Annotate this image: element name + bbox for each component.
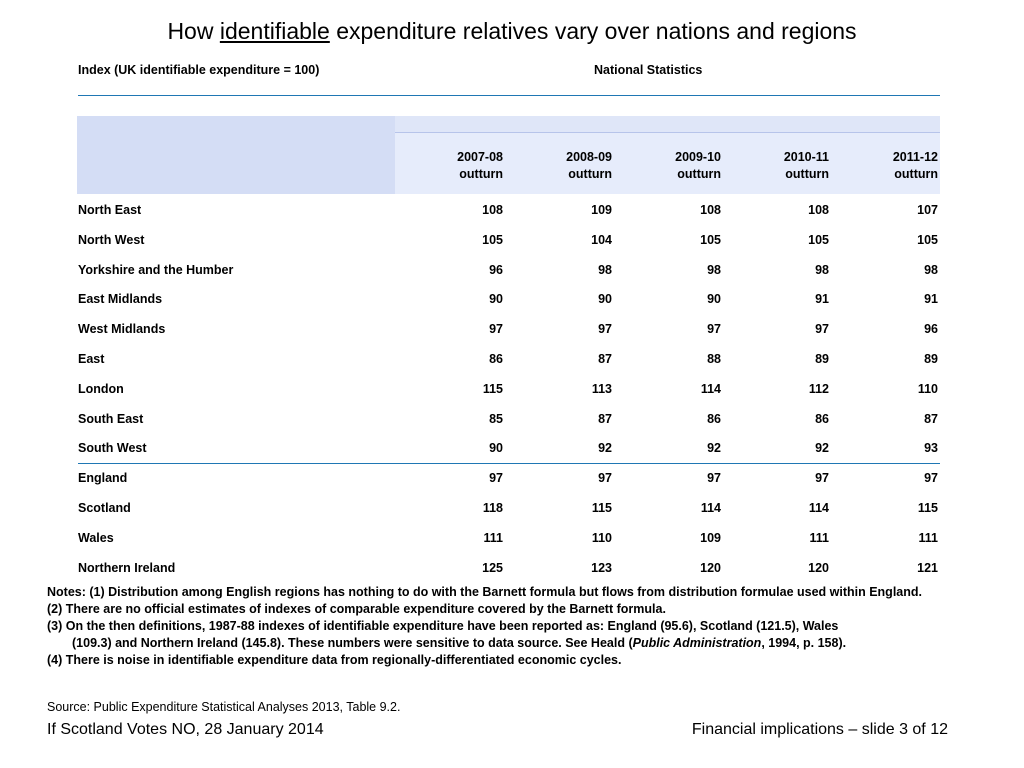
row-label: Wales bbox=[78, 531, 114, 545]
footer-event: If Scotland Votes NO, 28 January 2014 bbox=[47, 721, 324, 738]
national-statistics-label: National Statistics bbox=[594, 63, 703, 77]
row-label: East bbox=[78, 352, 105, 366]
source-citation: Source: Public Expenditure Statistical Analyses 2013, Table 9.2. bbox=[47, 700, 401, 714]
column-header-kind: outturn bbox=[785, 167, 829, 181]
table-cell: 121 bbox=[917, 561, 938, 575]
row-label: Yorkshire and the Humber bbox=[78, 263, 234, 277]
table-cell: 97 bbox=[598, 471, 612, 485]
table-cell: 91 bbox=[815, 292, 829, 306]
table-cell: 111 bbox=[918, 531, 938, 545]
table-cell: 89 bbox=[815, 352, 829, 366]
header-band-left bbox=[77, 116, 395, 194]
table-cell: 125 bbox=[482, 561, 503, 575]
table-cell: 97 bbox=[489, 322, 503, 336]
table-cell: 112 bbox=[808, 382, 829, 396]
note-4: (4) There is noise in identifiable expenditure data from regionally-differentiated economic cycles. bbox=[47, 653, 622, 667]
column-header bbox=[403, 149, 503, 183]
row-label: South East bbox=[78, 412, 144, 426]
table-cell: 87 bbox=[598, 352, 612, 366]
row-label: North East bbox=[78, 203, 142, 217]
table-cell: 120 bbox=[808, 561, 829, 575]
table-cell: 97 bbox=[924, 471, 938, 485]
table-cell: 92 bbox=[815, 441, 829, 455]
title-suffix: expenditure relatives vary over nations and regions bbox=[329, 18, 857, 44]
column-header-kind: outturn bbox=[677, 167, 721, 181]
table-cell: 105 bbox=[700, 233, 721, 247]
table-cell: 108 bbox=[808, 203, 829, 217]
table-cell: 85 bbox=[489, 412, 503, 426]
table-cell: 115 bbox=[917, 501, 938, 515]
table-cell: 118 bbox=[482, 501, 503, 515]
table-cell: 97 bbox=[815, 471, 829, 485]
note-3-text: (109.3) and Northern Ireland (145.8). These numbers were sensitive to data source. See Heald ( bbox=[72, 636, 633, 650]
note-1: Notes: (1) Distribution among English regions has nothing to do with the Barnett formula but flows from distribution formulae used within England. bbox=[47, 585, 922, 599]
table-cell: 87 bbox=[598, 412, 612, 426]
table-cell: 108 bbox=[482, 203, 503, 217]
table-cell: 105 bbox=[917, 233, 938, 247]
row-label: East Midlands bbox=[78, 292, 163, 306]
table-cell: 98 bbox=[815, 263, 829, 277]
table-cell: 87 bbox=[924, 412, 938, 426]
title-underlined-word: identifiable bbox=[219, 18, 330, 44]
table-cell: 123 bbox=[591, 561, 612, 575]
column-header-year: 2010-11 bbox=[783, 150, 829, 164]
table-cell: 91 bbox=[924, 292, 938, 306]
table-cell: 86 bbox=[815, 412, 829, 426]
table-cell: 92 bbox=[598, 441, 612, 455]
table-cell: 90 bbox=[707, 292, 721, 306]
note-3-citation: , 1994, p. 158). bbox=[761, 636, 847, 650]
column-header-kind: outturn bbox=[459, 167, 503, 181]
table-cell: 88 bbox=[707, 352, 721, 366]
table-cell: 114 bbox=[700, 382, 721, 396]
row-label: West Midlands bbox=[78, 322, 166, 336]
table-cell: 93 bbox=[924, 441, 938, 455]
table-cell: 120 bbox=[700, 561, 721, 575]
table-cell: 114 bbox=[808, 501, 829, 515]
footer-slide-number: Financial implications – slide 3 of 12 bbox=[691, 721, 948, 738]
table-cell: 111 bbox=[809, 531, 829, 545]
column-header-year: 2009-10 bbox=[675, 150, 721, 164]
table-cell: 115 bbox=[482, 382, 503, 396]
table-cell: 97 bbox=[815, 322, 829, 336]
row-label: Northern Ireland bbox=[78, 561, 176, 575]
table-cell: 97 bbox=[707, 471, 721, 485]
table-cell: 86 bbox=[489, 352, 503, 366]
title-prefix: How bbox=[167, 18, 220, 44]
table-cell: 109 bbox=[700, 531, 721, 545]
index-subheading: Index (UK identifiable expenditure = 100) bbox=[78, 63, 320, 77]
column-header-year: 2007-08 bbox=[457, 150, 503, 164]
table-cell: 90 bbox=[489, 441, 503, 455]
table-cell: 98 bbox=[598, 263, 612, 277]
table-cell: 97 bbox=[489, 471, 503, 485]
table-cell: 105 bbox=[482, 233, 503, 247]
row-label: Scotland bbox=[78, 501, 131, 515]
column-header bbox=[621, 149, 721, 183]
table-cell: 92 bbox=[707, 441, 721, 455]
table-cell: 89 bbox=[924, 352, 938, 366]
table-cell: 97 bbox=[598, 322, 612, 336]
column-header-year: 2008-09 bbox=[566, 150, 612, 164]
row-label: England bbox=[78, 471, 128, 485]
column-header bbox=[838, 149, 938, 183]
table-cell: 110 bbox=[917, 382, 938, 396]
column-header-kind: outturn bbox=[568, 167, 612, 181]
column-header-year: 2011-12 bbox=[892, 150, 938, 164]
slide-title bbox=[0, 18, 1024, 45]
table-cell: 113 bbox=[591, 382, 612, 396]
table-cell: 96 bbox=[489, 263, 503, 277]
table-cell: 110 bbox=[591, 531, 612, 545]
row-label: London bbox=[78, 382, 124, 396]
table-cell: 90 bbox=[598, 292, 612, 306]
table-cell: 86 bbox=[707, 412, 721, 426]
table-cell: 104 bbox=[591, 233, 612, 247]
table-cell: 96 bbox=[924, 322, 938, 336]
column-header bbox=[512, 149, 612, 183]
table-cell: 97 bbox=[707, 322, 721, 336]
table-cell: 111 bbox=[483, 531, 503, 545]
note-3-line-2 bbox=[47, 635, 967, 652]
column-header bbox=[729, 149, 829, 183]
table-cell: 98 bbox=[924, 263, 938, 277]
table-cell: 109 bbox=[591, 203, 612, 217]
note-3-italic-title: Public Administration bbox=[632, 636, 762, 650]
column-header-kind: outturn bbox=[894, 167, 938, 181]
note-3-line-1: (3) On the then definitions, 1987-88 indexes of identifiable expenditure have been reported as: England (95.6), Scotland (121.5), Wales bbox=[47, 619, 839, 633]
table-cell: 98 bbox=[707, 263, 721, 277]
table-cell: 114 bbox=[700, 501, 721, 515]
table-cell: 107 bbox=[917, 203, 938, 217]
header-rule bbox=[78, 95, 940, 96]
table-cell: 105 bbox=[808, 233, 829, 247]
table-cell: 115 bbox=[591, 501, 612, 515]
england-separator-rule bbox=[78, 463, 940, 464]
table-cell: 90 bbox=[489, 292, 503, 306]
table-cell: 108 bbox=[700, 203, 721, 217]
row-label: South West bbox=[78, 441, 147, 455]
notes-block bbox=[47, 584, 967, 669]
row-label: North West bbox=[78, 233, 145, 247]
note-2: (2) There are no official estimates of indexes of comparable expenditure covered by the Barnett formula. bbox=[47, 602, 666, 616]
